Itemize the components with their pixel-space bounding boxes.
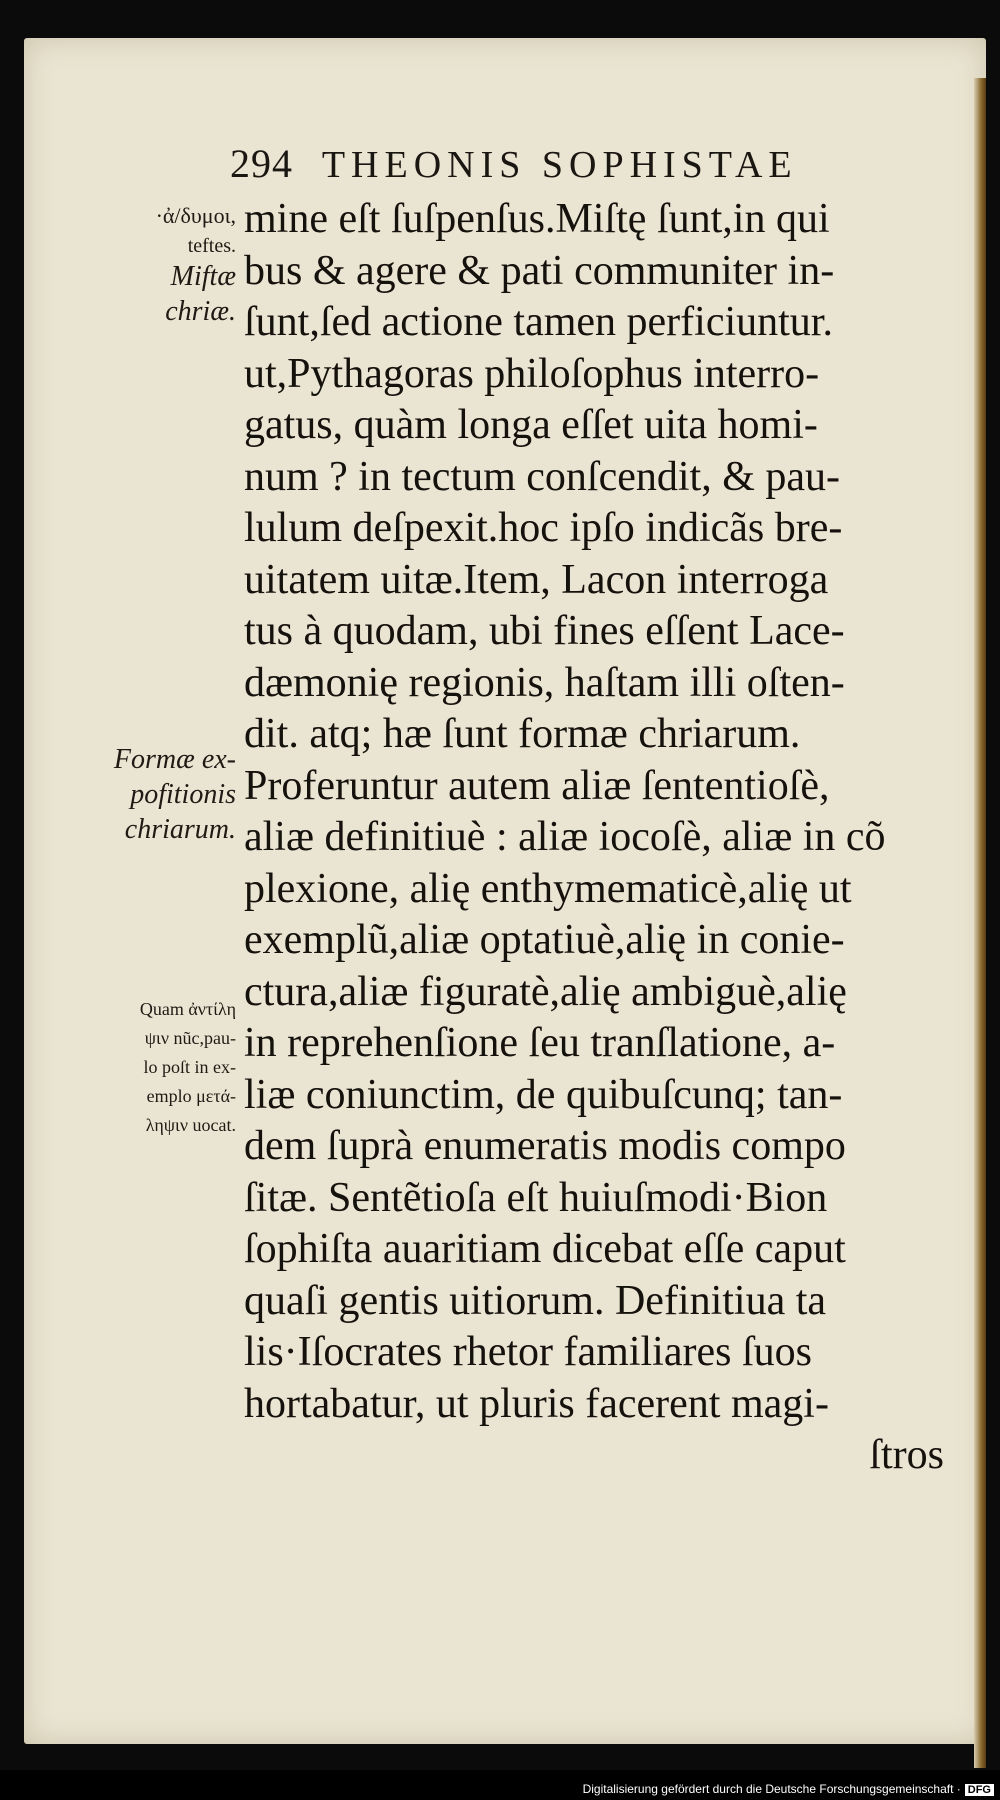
page-edge [974,78,986,1768]
text-line: hortabatur, ut pluris facerent magi- [244,1380,829,1427]
text-line: lulum deſpexit.hoc ipſo indicãs bre- [244,505,843,551]
running-head [230,140,930,187]
credit-text: Digitalisierung gefördert durch die Deutsche Forschungsgemeinschaft · [582,1782,961,1796]
text-line: lis·Iſocrates rhetor familiares ſuos [244,1329,812,1375]
text-line: mine eſt ſuſpenſus.Miſtę ſunt,in qui [244,196,830,242]
text-line: in reprehenſione ſeu tranſlatione, a- [244,1020,836,1066]
margin-note-line: ληψιν uocat. [145,1115,236,1135]
text-line: ſunt,ſed actione tamen perficiuntur. [244,299,833,345]
dfg-logo: DFG [965,1784,994,1796]
text-line: liæ coniunctim, de quibuſcunq; tan- [244,1071,843,1118]
text-line: bus & agere & pati communiter in- [244,247,835,294]
text-line: dæmonię regionis, haſtam illi oſten- [244,659,845,706]
margin-note-formae [48,742,236,847]
catchword: ſtros [869,1432,944,1478]
text-line: ſophiſta auaritiam dicebat eſſe caput [244,1226,846,1272]
text-line: exemplũ,aliæ optatiuè,alię in conie- [244,917,845,963]
margin-note-line: chriarum. [124,814,236,845]
text-line: uitatem uitæ.Item, Lacon interroga [244,556,829,603]
margin-note-line: ψιν nũc,pau- [144,1028,236,1048]
text-line: Proferuntur autem aliæ ſententioſè, [244,762,830,809]
text-line: dit. atq; hæ ſunt formæ chriarum. [244,711,801,757]
running-title: THEONIS SOPHISTAE [321,144,798,186]
text-line: tus à quodam, ubi fines eſſent Lace- [244,608,845,654]
margin-note-line: lo poſt in ex- [143,1057,236,1077]
text-line: num ? in tectum conſcendit, & pau- [244,453,840,500]
margin-note-mistae-chriae [48,198,236,329]
margin-note-line: ·ἀ/δυμοι, [155,203,236,228]
text-line: ut,Pythagoras philoſophus interro- [244,350,820,397]
margin-note-quam [48,995,236,1140]
margin-note-line: Miftæ [170,261,236,292]
margin-note-line: teftes. [187,235,236,257]
margin-note-line: Quam ἀντίλη [139,999,236,1019]
page-number: 294 [230,141,293,186]
text-line: aliæ definitiuè : aliæ iocoſè, aliæ in cõ [244,814,886,860]
text-line: plexione, alię enthymematicè,alię ut [244,865,852,912]
digitization-credit [583,1782,994,1796]
margin-note-line: emplo μετά- [146,1086,236,1106]
margin-note-line: Formæ ex- [113,744,236,775]
text-line: ctura,aliæ figuratè,alię ambiguè,alię [244,968,847,1015]
body-text [244,194,944,1482]
text-line: gatus, quàm longa eſſet uita homi- [244,402,818,448]
text-line: dem ſuprà enumeratis modis compo [244,1123,846,1169]
text-line: quaſi gentis uitiorum. Definitiua ta [244,1277,827,1324]
margin-note-line: pofitionis [130,779,236,810]
margin-note-line: chriæ. [165,296,236,327]
text-line: ſitæ. Sentẽtioſa eſt huiuſmodi·Bion [244,1174,828,1221]
